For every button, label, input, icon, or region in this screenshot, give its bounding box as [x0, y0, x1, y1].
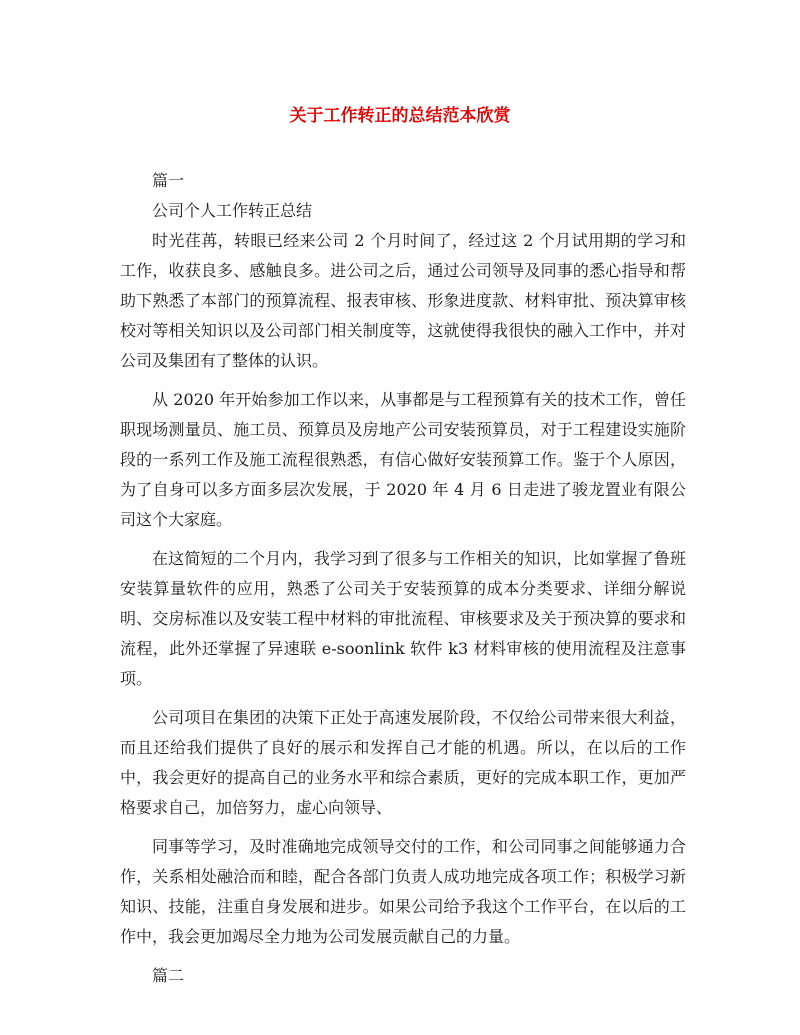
document-title: 关于工作转正的总结范本欣赏 [289, 106, 511, 126]
paragraph-5: 同事等学习，及时准确地完成领导交付的工作，和公司同事之间能够通力合作，关系相处融洽而和睦，配合各部门负责人成功地完成各项工作；积极学习新知识、技能，注重自身发展和进步。如果公司给予我这个工作平台，在以后的工作中，我会更加竭尽全力地为公司发展贡献自己的力量。 [120, 837, 686, 946]
paragraph-4: 公司项目在集团的决策下正处于高速发展阶段，不仅给公司带来很大利益，而且还给我们提供了良好的展示和发挥自己才能的机遇。所以，在以后的工作中，我会更好的提高自己的业务水平和综合素质，更好的完成本职工作，更加严格要求自己，加倍努力，虚心向领导、 [120, 708, 686, 817]
section-heading-2: 篇二 [152, 966, 185, 985]
paragraph-1: 时光荏苒，转眼已经来公司 2 个月时间了，经过这 2 个月试用期的学习和工作，收获良多、感触良多。进公司之后，通过公司领导及同事的悉心指导和帮助下熟悉了本部门的预算流程、报表审核、形象进度款、材料审批、预决算审核校对等相关知识以及公司部门相关制度等，这就使得我很快的融入工作中，并对公司及集团有了整体的认识。 [120, 231, 686, 370]
paragraph-2: 从 2020 年开始参加工作以来，从事都是与工程预算有关的技术工作，曾任职现场测量员、施工员、预算员及房地产公司安装预算员，对于工程建设实施阶段的一系列工作及施工流程很熟悉，有信心做好安装预算工作。鉴于个人原因，为了自身可以多方面多层次发展，于 2020 年 4 月 6 日走进了骏龙置业有限公司这个大家庭。 [120, 390, 686, 529]
section-subtitle-1: 公司个人工作转正总结 [152, 201, 313, 220]
document-body [120, 166, 686, 991]
section-heading-1: 篇一 [152, 171, 185, 190]
paragraph-3: 在这简短的二个月内，我学习到了很多与工作相关的知识，比如掌握了鲁班安装算量软件的应用，熟悉了公司关于安装预算的成本分类要求、详细分解说明、交房标准以及安装工程中材料的审批流程、审核要求及关于预决算的要求和流程，此外还掌握了异速联 e-soonlink 软件 k3 材料审核的使用流程及注意事项。 [120, 549, 686, 688]
